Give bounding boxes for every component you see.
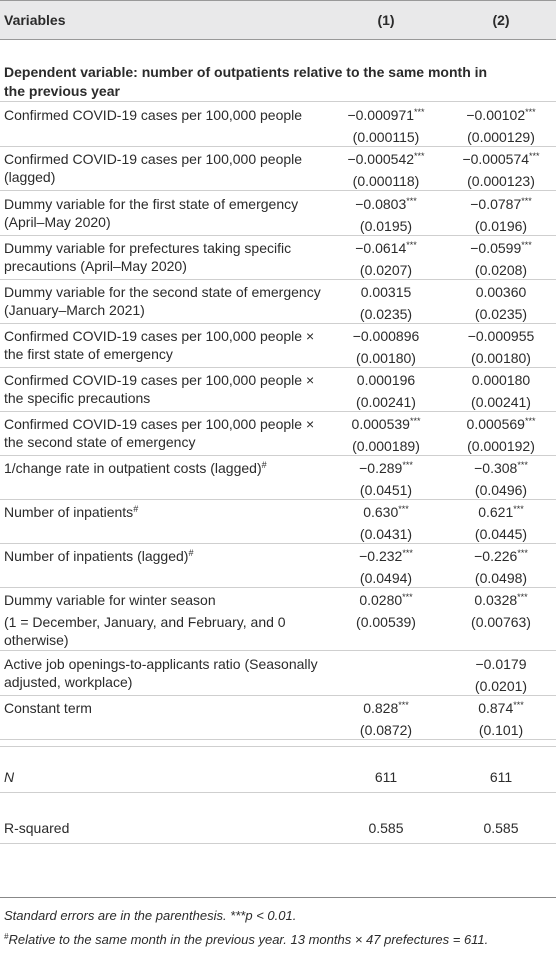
std-error-col1: (0.0431)	[359, 526, 413, 542]
coef-col1	[334, 547, 438, 565]
coef-col2	[448, 547, 554, 565]
coef-value: −0.0614	[355, 240, 407, 256]
std-error-col1: (0.0494)	[359, 570, 413, 586]
std-error-col2: (0.0498)	[474, 570, 528, 586]
coef-value: −0.000896	[352, 328, 420, 344]
coef-col2	[448, 106, 554, 124]
stat-name: R-squared	[4, 820, 70, 836]
std-error-col1: (0.00180)	[356, 350, 416, 366]
coef-value: 0.00360	[475, 284, 527, 300]
note1-text-a: Standard errors are in the parenthesis. ***	[4, 908, 246, 923]
coef-col1	[334, 327, 438, 345]
row-variable-name	[4, 503, 330, 521]
coef-value: −0.000542	[347, 151, 415, 167]
footnote-marker: #	[188, 548, 194, 558]
coef-value: −0.0599	[470, 240, 522, 256]
coef-value: 0.0280	[359, 592, 403, 608]
variable-text: 1/change rate in outpatient costs (lagged)	[4, 460, 262, 476]
coef-value: 0.874	[478, 700, 514, 716]
significance-stars: ***	[402, 460, 413, 470]
note1-p: p	[245, 908, 253, 923]
variable-text: Dummy variable for winter season	[4, 592, 216, 608]
coef-col2	[448, 371, 554, 389]
std-error-col2: (0.101)	[478, 722, 524, 738]
row-separator	[0, 739, 556, 740]
row-variable-name	[4, 327, 330, 363]
variable-text: Constant term	[4, 700, 92, 716]
significance-stars: ***	[398, 504, 409, 514]
row-separator	[0, 843, 556, 844]
note1-text-b: < 0.01.	[252, 908, 297, 923]
coef-col2	[448, 655, 554, 673]
coef-value: −0.0179	[475, 656, 527, 672]
header-col2: (2)	[492, 12, 510, 28]
std-error-col1: (0.000189)	[352, 438, 420, 454]
coef-col2	[448, 699, 554, 717]
significance-stars: ***	[406, 240, 417, 250]
coef-col2	[448, 591, 554, 609]
row-separator	[0, 587, 556, 588]
note-standard-errors	[4, 908, 296, 924]
variable-text: Confirmed COVID-19 cases per 100,000 people × the first state of emergency	[4, 328, 315, 362]
coef-col2	[448, 415, 554, 433]
variable-text: Active job openings-to-applicants ratio (Seasonally adjusted, workplace)	[4, 656, 318, 690]
note-relative	[4, 932, 488, 948]
coef-value: 0.828	[363, 700, 399, 716]
coef-col1	[334, 371, 438, 389]
row-variable-name	[4, 591, 330, 609]
stat-col1: 611	[374, 769, 398, 785]
stats-separator	[0, 746, 556, 747]
coef-value: −0.000955	[467, 328, 535, 344]
table-bottom-rule	[0, 897, 556, 898]
row-variable-name	[4, 195, 330, 231]
stat-name: N	[4, 769, 15, 785]
std-error-col1: (0.000118)	[352, 173, 420, 189]
std-error-col1: (0.0451)	[359, 482, 413, 498]
std-error-col1: (0.0872)	[359, 722, 413, 738]
coef-value: 0.000196	[356, 372, 416, 388]
stat-col1: 0.585	[368, 820, 404, 836]
coef-col2	[448, 150, 554, 168]
significance-stars: ***	[517, 548, 528, 558]
coef-col2	[448, 283, 554, 301]
std-error-col2: (0.00763)	[471, 614, 531, 630]
std-error-col2: (0.0445)	[474, 526, 528, 542]
coef-col1	[334, 239, 438, 257]
stat-col2: 0.585	[483, 820, 519, 836]
row-variable-name	[4, 150, 330, 186]
footnote-marker: #	[133, 504, 139, 514]
variable-text: Number of inpatients (lagged)	[4, 548, 189, 564]
std-error-col2: (0.00180)	[471, 350, 531, 366]
variable-text: Confirmed COVID-19 cases per 100,000 people	[4, 107, 303, 123]
coef-col1	[334, 195, 438, 213]
coef-col1	[334, 106, 438, 124]
dependent-separator	[0, 101, 556, 102]
significance-stars: ***	[414, 107, 425, 117]
significance-stars: ***	[398, 700, 409, 710]
coef-col1	[334, 591, 438, 609]
significance-stars: ***	[525, 107, 536, 117]
coef-col1	[334, 503, 438, 521]
coef-col1	[334, 150, 438, 168]
row-variable-name	[4, 547, 330, 565]
significance-stars: ***	[521, 240, 532, 250]
significance-stars: ***	[521, 196, 532, 206]
variable-text: Confirmed COVID-19 cases per 100,000 people (lagged)	[4, 151, 303, 185]
row-variable-note: (1 = December, January, and February, and 0 otherwise)	[4, 614, 286, 648]
variable-text: Number of inpatients	[4, 504, 134, 520]
coef-value: −0.232	[359, 548, 403, 564]
header-variables: Variables	[4, 12, 66, 28]
table-header	[0, 0, 556, 40]
coef-value: −0.289	[359, 460, 403, 476]
row-separator	[0, 543, 556, 544]
row-variable-name	[4, 415, 330, 451]
row-separator	[0, 499, 556, 500]
coef-value: −0.000971	[347, 107, 415, 123]
std-error-col1: (0.0195)	[359, 218, 413, 234]
std-error-col2: (0.0201)	[474, 678, 528, 694]
coef-col2	[448, 239, 554, 257]
row-separator	[0, 323, 556, 324]
coef-value: −0.00102	[466, 107, 526, 123]
coef-value: 0.0328	[474, 592, 518, 608]
variable-text: Confirmed COVID-19 cases per 100,000 people × the second state of emergency	[4, 416, 315, 450]
coef-value: 0.630	[363, 504, 399, 520]
header-col1: (1)	[377, 12, 395, 28]
std-error-col2: (0.0496)	[474, 482, 528, 498]
row-variable-name	[4, 239, 330, 275]
std-error-col2: (0.000129)	[467, 129, 535, 145]
row-separator	[0, 695, 556, 696]
coef-col2	[448, 327, 554, 345]
stat-col2: 611	[489, 769, 513, 785]
coef-value: 0.621	[478, 504, 514, 520]
row-separator	[0, 367, 556, 368]
variable-text: Dummy variable for the second state of emergency (January–March 2021)	[4, 284, 321, 318]
coef-value: 0.00315	[360, 284, 412, 300]
coef-value: −0.308	[474, 460, 518, 476]
coef-value: 0.000180	[471, 372, 531, 388]
row-variable-name	[4, 655, 330, 691]
significance-stars: ***	[513, 504, 524, 514]
row-variable-name	[4, 106, 330, 124]
row-separator	[0, 146, 556, 147]
std-error-col2: (0.000192)	[467, 438, 535, 454]
coef-value: −0.226	[474, 548, 518, 564]
row-variable-name	[4, 699, 330, 717]
row-separator	[0, 279, 556, 280]
std-error-col1: (0.00241)	[356, 394, 416, 410]
std-error-col1: (0.000115)	[352, 129, 420, 145]
variable-text: Dummy variable for prefectures taking specific precautions (April–May 2020)	[4, 240, 292, 274]
significance-stars: ***	[414, 151, 425, 161]
coef-value: −0.0803	[355, 196, 407, 212]
row-separator	[0, 792, 556, 793]
coef-col2	[448, 459, 554, 477]
row-variable-name	[4, 371, 330, 407]
std-error-col1: (0.0207)	[359, 262, 413, 278]
row-separator	[0, 650, 556, 651]
coef-col2	[448, 195, 554, 213]
std-error-col2: (0.000123)	[467, 173, 535, 189]
row-separator	[0, 235, 556, 236]
significance-stars: ***	[529, 151, 540, 161]
significance-stars: ***	[513, 700, 524, 710]
coef-col2	[448, 503, 554, 521]
row-separator	[0, 455, 556, 456]
coef-col1	[334, 459, 438, 477]
significance-stars: ***	[517, 592, 528, 602]
variable-text: Confirmed COVID-19 cases per 100,000 people × the specific precautions	[4, 372, 315, 406]
coef-col1	[334, 415, 438, 433]
coef-col1	[334, 283, 438, 301]
footnote-marker: #	[261, 460, 267, 470]
significance-stars: ***	[524, 416, 536, 426]
variable-text: Dummy variable for the first state of emergency (April–May 2020)	[4, 196, 299, 230]
std-error-col2: (0.0235)	[474, 306, 528, 322]
row-variable-name	[4, 459, 330, 477]
std-error-col2: (0.00241)	[471, 394, 531, 410]
significance-stars: ***	[402, 548, 413, 558]
std-error-col2: (0.0208)	[474, 262, 528, 278]
std-error-col1: (0.00539)	[356, 614, 416, 630]
significance-stars: ***	[517, 460, 528, 470]
coef-value: −0.000574	[462, 151, 530, 167]
std-error-col1: (0.0235)	[359, 306, 413, 322]
coef-col1	[334, 699, 438, 717]
note2-text: Relative to the same month in the previous year. 13 months × 47 prefectures = 611.	[8, 932, 489, 947]
row-separator	[0, 411, 556, 412]
dependent-variable-label: Dependent variable: number of outpatients relative to the same month in the previous year	[4, 64, 488, 99]
note2-marker: #	[4, 932, 9, 941]
std-error-col2: (0.0196)	[474, 218, 528, 234]
coef-value: −0.0787	[470, 196, 522, 212]
significance-stars: ***	[409, 416, 421, 426]
significance-stars: ***	[402, 592, 413, 602]
row-variable-name	[4, 283, 330, 319]
row-separator	[0, 190, 556, 191]
coef-value: 0.000569	[466, 416, 525, 432]
significance-stars: ***	[406, 196, 417, 206]
coef-value: 0.000539	[351, 416, 410, 432]
